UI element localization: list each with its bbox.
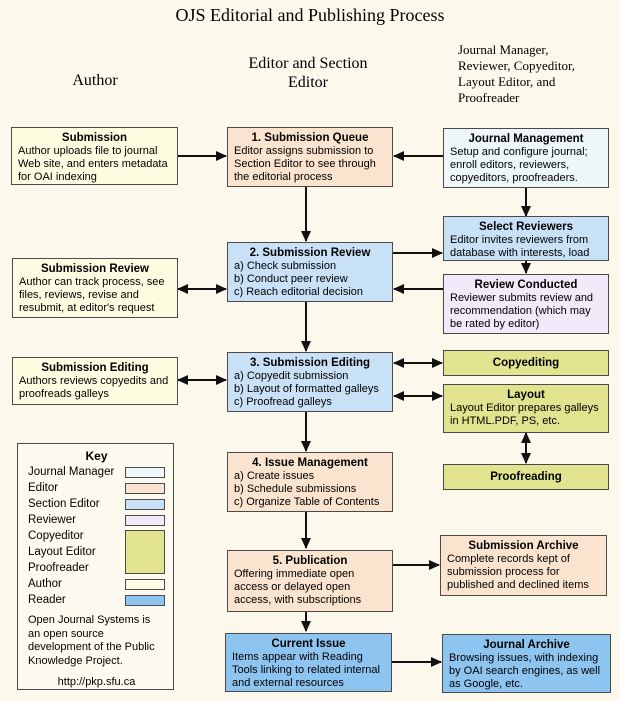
box-body <box>234 470 386 509</box>
page-title: OJS Editorial and Publishing Process <box>175 5 445 25</box>
box-publication <box>227 550 393 612</box>
key-row-reader <box>28 592 165 608</box>
key-row-section-editor <box>28 496 165 512</box>
box-body: Complete records kept of submission process for published and declined items <box>447 553 589 591</box>
key-legend <box>17 443 174 690</box>
key-group-labels <box>28 528 96 576</box>
box-body <box>234 260 386 299</box>
key-url: http://pkp.sfu.ca <box>57 676 136 688</box>
box-title: Copyediting <box>492 357 560 369</box>
copyeditor-group-swatch <box>125 530 165 574</box>
box-title: 1. Submission Queue <box>251 132 369 144</box>
box-line: b) Schedule submissions <box>234 483 357 495</box>
key-row-reviewer <box>28 512 165 528</box>
box-title: 5. Publication <box>272 555 348 567</box>
box-body: Reviewer submits review and recommendation (which may be rated by editor) <box>450 292 594 330</box>
box-title: Submission Editing <box>41 362 149 374</box>
box-line: a) Copyedit submission <box>234 370 349 382</box>
box-title: Journal Management <box>468 133 584 145</box>
key-row-copyeditor-group <box>28 528 165 576</box>
key-label: Journal Manager <box>28 466 115 478</box>
editor-swatch <box>125 483 165 494</box>
box-title: Select Reviewers <box>479 221 573 233</box>
box-title: Current Issue <box>271 638 346 650</box>
box-line: c) Reach editorial decision <box>234 286 364 298</box>
key-note: Open Journal Systems is an open source development of the Public Knowledge Project. <box>28 614 155 667</box>
box-select-reviewers <box>443 216 609 261</box>
box-submission-queue <box>227 127 393 187</box>
key-label: Copyeditor <box>28 530 84 542</box>
box-submission-editing <box>227 352 393 412</box>
box-title: Proofreading <box>490 471 562 483</box>
reviewer-swatch <box>125 515 165 526</box>
box-proofreading <box>443 464 609 490</box>
box-title: Review Conducted <box>474 279 578 291</box>
column-header-author: Author <box>72 72 118 89</box>
box-submission-review <box>227 242 393 302</box>
key-label: Author <box>28 578 62 590</box>
key-label: Editor <box>28 482 59 494</box>
box-issue-management <box>227 452 393 512</box>
box-line: a) Create issues <box>234 470 315 482</box>
box-line: c) Proofread galleys <box>234 396 332 408</box>
box-title: Journal Archive <box>483 639 570 651</box>
box-title: Submission Archive <box>468 540 579 552</box>
box-body: Editor invites reviewers from database with interests, load <box>450 234 590 259</box>
section-editor-swatch <box>125 499 165 510</box>
box-line: a) Check submission <box>234 260 337 272</box>
box-body: Layout Editor prepares galleys in HTML.PDF, PS, etc. <box>450 402 599 427</box>
box-copyediting <box>443 350 609 376</box>
box-body <box>234 370 386 409</box>
box-review-conducted <box>443 274 609 334</box>
column-header-editor: Editor and Section Editor <box>248 55 368 91</box>
box-submission <box>11 127 178 185</box>
box-submission-editing-author <box>12 357 178 405</box>
key-row-journal-manager <box>28 464 165 480</box>
box-title: 2. Submission Review <box>249 247 371 259</box>
key-row-author <box>28 576 165 592</box>
box-title: Layout <box>507 389 545 401</box>
key-label: Section Editor <box>28 498 100 510</box>
box-body: Editor assigns submission to Section Editor to see through the editorial process <box>234 145 376 183</box>
box-line: c) Organize Table of Contents <box>234 496 380 508</box>
key-title: Key <box>85 449 108 463</box>
box-body: Setup and configure journal; enroll editors, reviewers, copyeditors, proofreaders. <box>450 146 588 184</box>
key-label: Proofreader <box>28 562 89 574</box>
box-title: Submission Review <box>40 263 149 275</box>
box-title: 4. Issue Management <box>252 457 368 469</box>
box-submission-archive <box>440 535 607 596</box>
box-body: Browsing issues, with indexing by OAI search engines, as well as Google, etc. <box>449 652 601 690</box>
key-label: Reader <box>28 594 66 606</box>
box-layout <box>443 384 609 433</box>
author-swatch <box>125 579 165 590</box>
box-body: Offering immediate open access or delayed open access, with subscriptions <box>234 568 362 606</box>
box-body: Items appear with Reading Tools linking to related internal and external resources <box>232 651 380 689</box>
box-line: b) Conduct peer review <box>234 273 348 285</box>
key-label: Reviewer <box>28 514 76 526</box>
box-body: Author can track process, see files, reviews, revise and resubmit, at editor's request <box>19 276 165 314</box>
box-line: b) Layout of formatted galleys <box>234 383 379 395</box>
box-submission-review-author <box>12 258 178 318</box>
box-journal-archive <box>442 634 611 693</box>
box-title: Submission <box>61 132 128 144</box>
column-header-others: Journal Manager, Reviewer, Copyeditor, Layout Editor, and Proofreader <box>458 42 576 105</box>
box-body: Authors reviews copyedits and proofreads galleys <box>19 375 169 400</box>
key-row-editor <box>28 480 165 496</box>
box-title: 3. Submission Editing <box>249 357 371 369</box>
box-body: Author uploads file to journal Web site, and enters metadata for OAI indexing <box>18 145 168 183</box>
box-journal-management <box>443 128 609 188</box>
reader-swatch <box>125 595 165 606</box>
key-label: Layout Editor <box>28 546 96 558</box>
journal-manager-swatch <box>125 467 165 478</box>
box-current-issue <box>225 633 392 692</box>
